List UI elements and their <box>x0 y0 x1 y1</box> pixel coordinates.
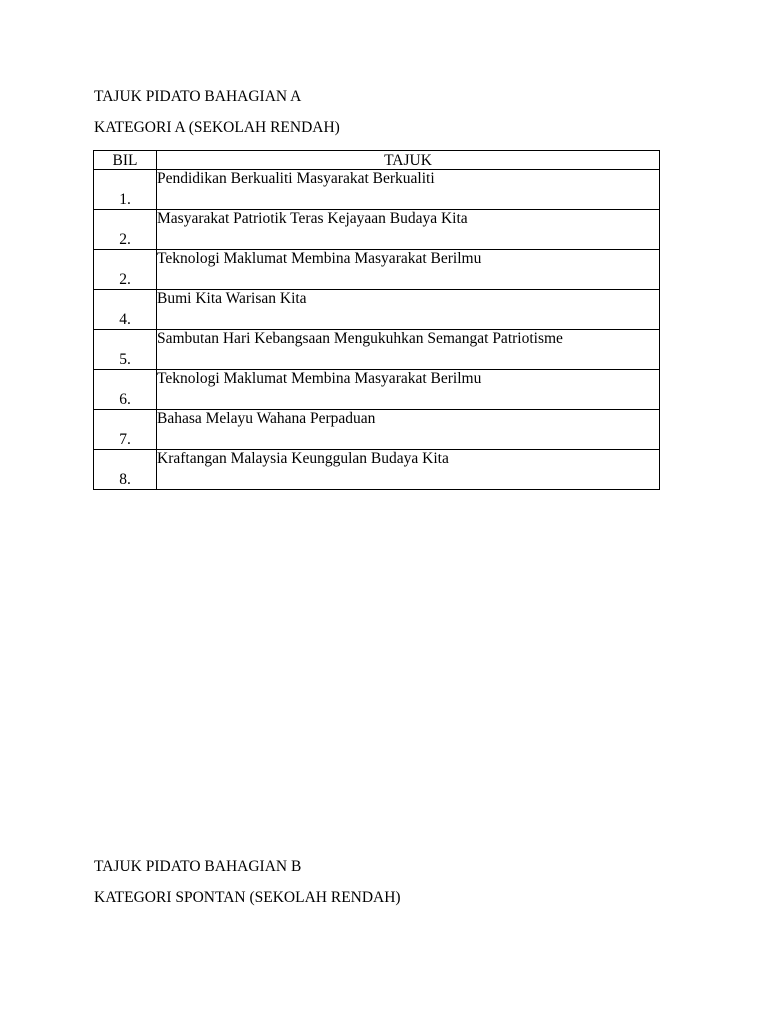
row-topic: Teknologi Maklumat Membina Masyarakat Berilmu <box>157 250 660 290</box>
column-header-tajuk: TAJUK <box>157 151 660 170</box>
table-row <box>94 250 660 290</box>
row-number: 7. <box>94 410 157 450</box>
section-b-category: KATEGORI SPONTAN (SEKOLAH RENDAH) <box>94 889 401 906</box>
table-header-row <box>94 151 660 170</box>
row-number: 1. <box>94 170 157 210</box>
table-row <box>94 370 660 410</box>
row-number: 6. <box>94 370 157 410</box>
row-topic: Kraftangan Malaysia Keunggulan Budaya Kita <box>157 450 660 490</box>
table-row <box>94 410 660 450</box>
row-topic: Teknologi Maklumat Membina Masyarakat Berilmu <box>157 370 660 410</box>
row-topic: Pendidikan Berkualiti Masyarakat Berkualiti <box>157 170 660 210</box>
row-number: 5. <box>94 330 157 370</box>
table-row <box>94 170 660 210</box>
row-topic: Bahasa Melayu Wahana Perpaduan <box>157 410 660 450</box>
row-topic: Masyarakat Patriotik Teras Kejayaan Budaya Kita <box>157 210 660 250</box>
section-a-category: KATEGORI A (SEKOLAH RENDAH) <box>94 119 340 136</box>
table-row <box>94 290 660 330</box>
row-number: 2. <box>94 250 157 290</box>
row-number: 8. <box>94 450 157 490</box>
row-topic: Bumi Kita Warisan Kita <box>157 290 660 330</box>
row-topic: Sambutan Hari Kebangsaan Mengukuhkan Semangat Patriotisme <box>157 330 660 370</box>
row-number: 2. <box>94 210 157 250</box>
table-row <box>94 330 660 370</box>
section-a-title: TAJUK PIDATO BAHAGIAN A <box>94 88 302 105</box>
section-b-title: TAJUK PIDATO BAHAGIAN B <box>94 858 302 875</box>
table-row <box>94 210 660 250</box>
table-row <box>94 450 660 490</box>
row-number: 4. <box>94 290 157 330</box>
topics-table <box>93 150 660 490</box>
column-header-bil: BIL <box>94 151 157 170</box>
